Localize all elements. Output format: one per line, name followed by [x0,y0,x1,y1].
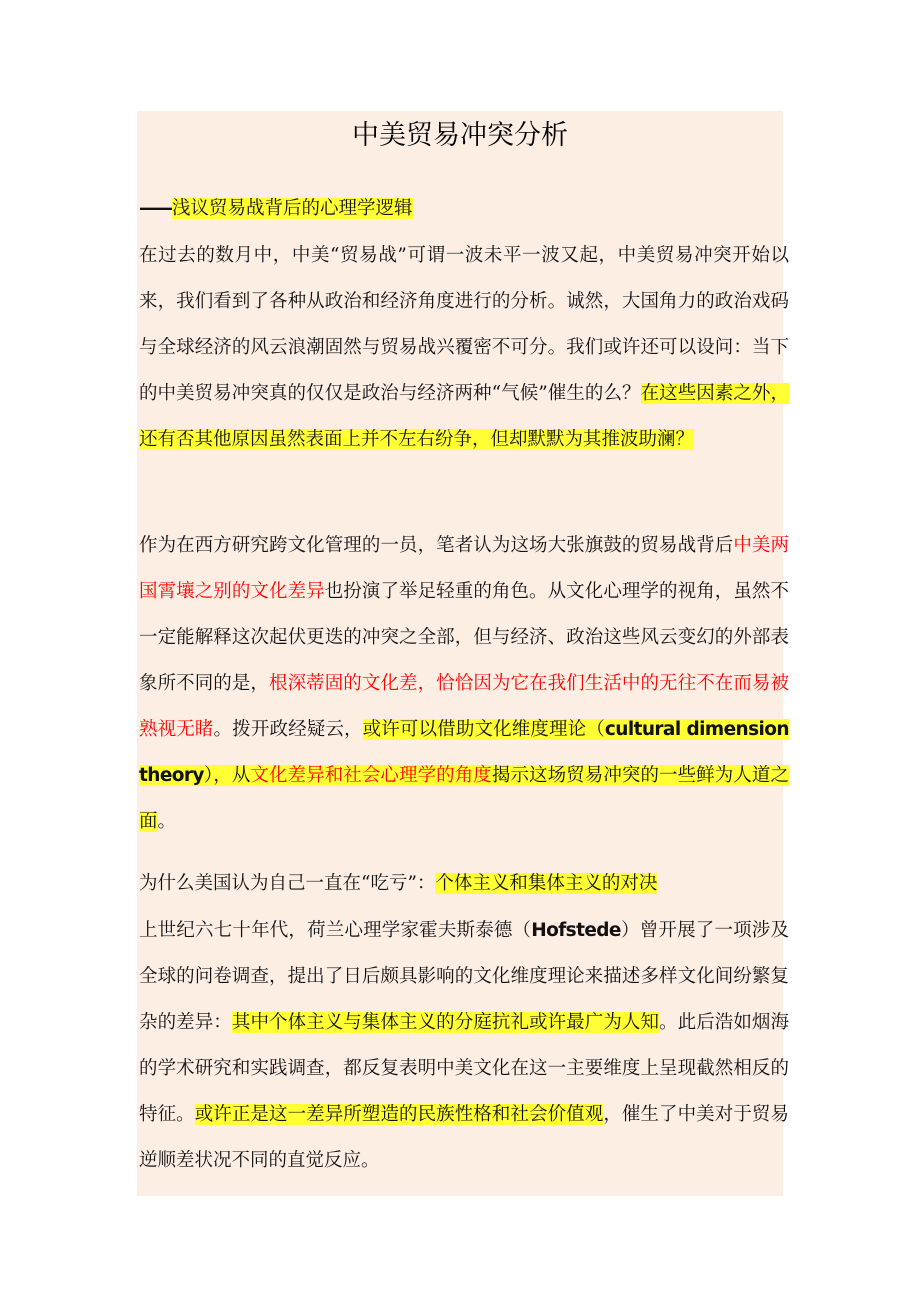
p3-text-c: ）曾开展了一项涉及全球的问卷调查，提出了日后颇具影响的文化维度理论来描述多样文化间纷繁复杂的差异： [139,920,789,1033]
p2-highlight-j: 揭示这场贸易冲突的一些鲜为人道之面 [139,765,789,832]
heading2-text: 为什么美国认为自己一直在“吃亏”： [139,873,436,894]
subtitle-dash: —— [139,198,172,219]
subtitle [139,186,789,232]
p2-highlight-red-i: 文化差异和社会心理学的角度 [250,765,492,786]
heading-2 [139,861,789,907]
p2-highlight-f: 或许可以借助文化维度理论（ [362,719,605,740]
p2-highlight-latin: cultural dimension theory [139,719,789,786]
p3-text-e: 。此后浩如烟海的学术研究和实践调查，都反复表明中美文化在这一主要维度上呈现截然相反的特征。 [139,1012,789,1125]
p2-text-e: 。拨开政经疑云， [213,719,363,740]
subtitle-block [139,186,789,232]
p2-red-a: 中美两国霄壤之别的文化差异 [139,535,789,602]
p3-highlight-d: 其中个体主义与集体主义的分庭抗礼或许最广为人知 [231,1012,660,1033]
p2-text-k: 。 [157,811,177,832]
p3-highlight-f: 或许正是这一差异所塑造的民族性格和社会价值观 [194,1104,604,1125]
paragraph-3 [139,908,789,1184]
subtitle-text: 浅议贸易战背后的心理学逻辑 [172,198,413,219]
p2-red-d: 根深蒂固的文化差，恰恰因为它在我们生活中的无往不在而易被熟视无睹 [139,673,789,740]
p2-highlight-h: ），从 [203,765,251,786]
p2-text-a: 作为在西方研究跨文化管理的一员，笔者认为这场大张旗鼓的贸易战背后 [139,535,734,556]
p1-text: 在过去的数月中，中美“贸易战”可谓一波未平一波又起，中美贸易冲突开始以来，我们看到了各种从政治和经济角度进行的分析。诚然，大国角力的政治戏码与全球经济的风云浪潮固然与贸易战兴覆密不可分。我们或许还可以设问：当下的中美贸易冲突真的仅仅是政治与经济两种“气候”催生的么？ [139,245,789,404]
p1-highlight: 在这些因素之外，还有否其他原因虽然表面上并不左右纷争，但却默默为其推波助澜？ [139,383,789,450]
paragraph-2 [139,523,789,845]
document-title: 中美贸易冲突分析 [352,120,568,151]
p2-text-c: 也扮演了举足轻重的角色。从文化心理学的视角，虽然不一定能解释这次起伏更迭的冲突之全部，但与经济、政治这些风云变幻的外部表象所不同的是， [139,581,789,694]
heading2-highlight: 个体主义和集体主义的对决 [435,873,658,894]
p3-text-a: 上世纪六七十年代，荷兰心理学家霍夫斯泰德（ [139,920,532,941]
p3-latin: Hofstede [531,920,621,941]
p3-text-g: ，催生了中美对于贸易逆顺差状况不同的直觉反应。 [139,1104,789,1171]
paragraph-1 [139,233,789,463]
